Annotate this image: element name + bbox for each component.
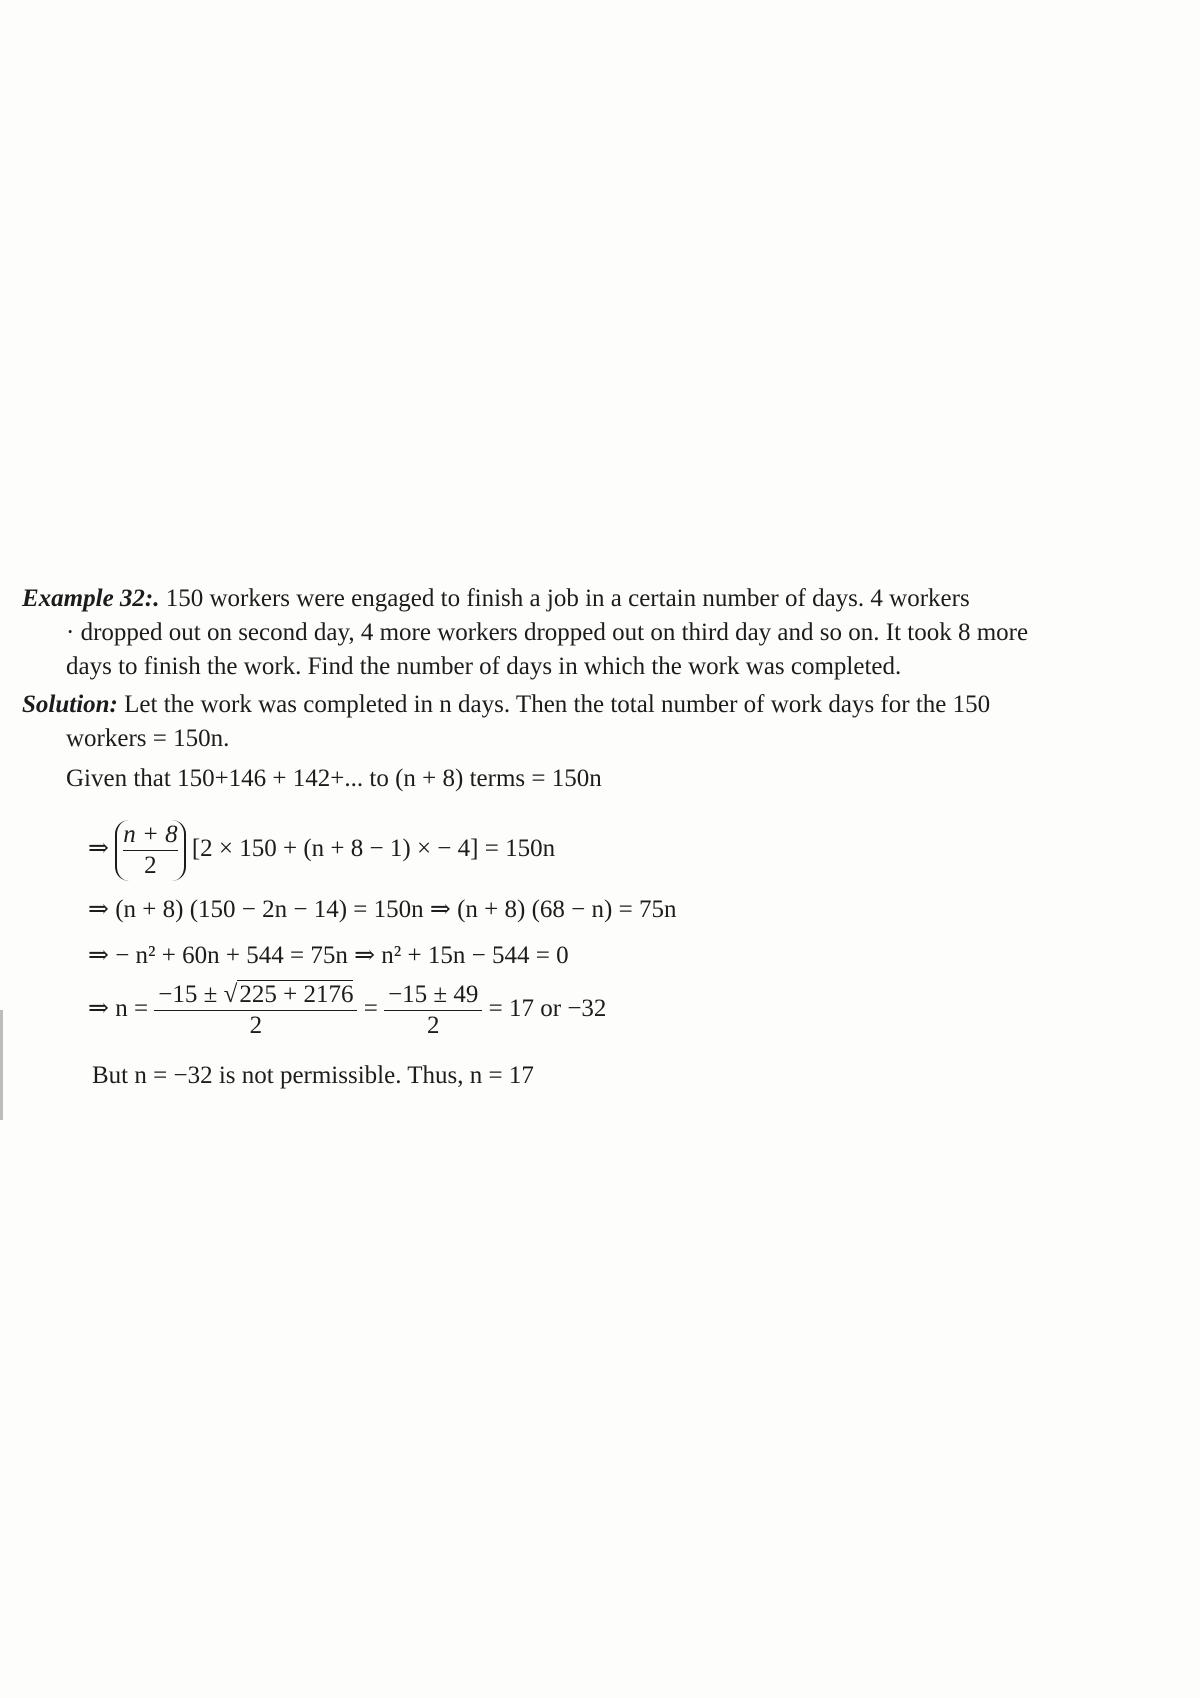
equation-4 — [88, 980, 606, 1041]
solution-line-1 — [22, 688, 1180, 722]
fraction-denominator: 2 — [144, 852, 157, 879]
example-text-1: 150 workers were engaged to finish a job in a certain number of days. 4 workers — [165, 585, 970, 612]
equation-3: ⇒ − n² + 60n + 544 = 75n ⇒ n² + 15n − 544 = 0 — [88, 942, 569, 969]
quadratic-denominator: 2 — [249, 1012, 263, 1039]
fraction-numerator: n + 8 — [123, 820, 177, 851]
equation-1-rest: [2 × 150 + (n + 8 − 1) × − 4] = 150n — [191, 835, 556, 863]
page-edge-shadow — [0, 1010, 3, 1120]
simplified-numerator: −15 ± 49 — [384, 980, 482, 1011]
implies-arrow: ⇒ — [88, 835, 109, 863]
equals-sign: = — [363, 995, 378, 1023]
simplified-fraction — [384, 980, 482, 1041]
quadratic-numerator — [154, 980, 357, 1011]
quadratic-formula-fraction — [154, 980, 357, 1041]
example-line-1 — [22, 582, 1180, 616]
equation-1 — [88, 820, 555, 881]
conclusion-line: But n = −32 is not permissible. Thus, n = 17 — [92, 1062, 534, 1089]
equation-4-lhs: ⇒ n = — [88, 995, 149, 1023]
example-block — [22, 582, 1180, 796]
solution-text-1: Let the work was completed in n days. Then the total number of work days for the 150 — [124, 691, 991, 718]
example-line-3: days to finish the work. Find the number of days in which the work was completed. — [66, 653, 902, 680]
given-line: Given that 150+146 + 142+... to (n + 8) terms = 150n — [66, 765, 602, 792]
example-line-2: · dropped out on second day, 4 more workers dropped out on third day and so on. It took 8 more — [66, 619, 1029, 646]
solution-label: Solution: — [22, 691, 118, 718]
equation-4-result: = 17 or −32 — [488, 995, 607, 1023]
solution-line-2: workers = 150n. — [66, 725, 230, 752]
fraction-n-plus-8-over-2 — [115, 820, 185, 881]
sqrt-radicand: 225 + 2176 — [239, 981, 354, 1008]
numerator-prefix: −15 ± √ — [158, 981, 238, 1008]
example-label: Example 32:. — [22, 585, 160, 612]
simplified-denominator: 2 — [426, 1012, 440, 1039]
equation-2: ⇒ (n + 8) (150 − 2n − 14) = 150n ⇒ (n + 8) (68 − n) = 75n — [88, 896, 677, 923]
